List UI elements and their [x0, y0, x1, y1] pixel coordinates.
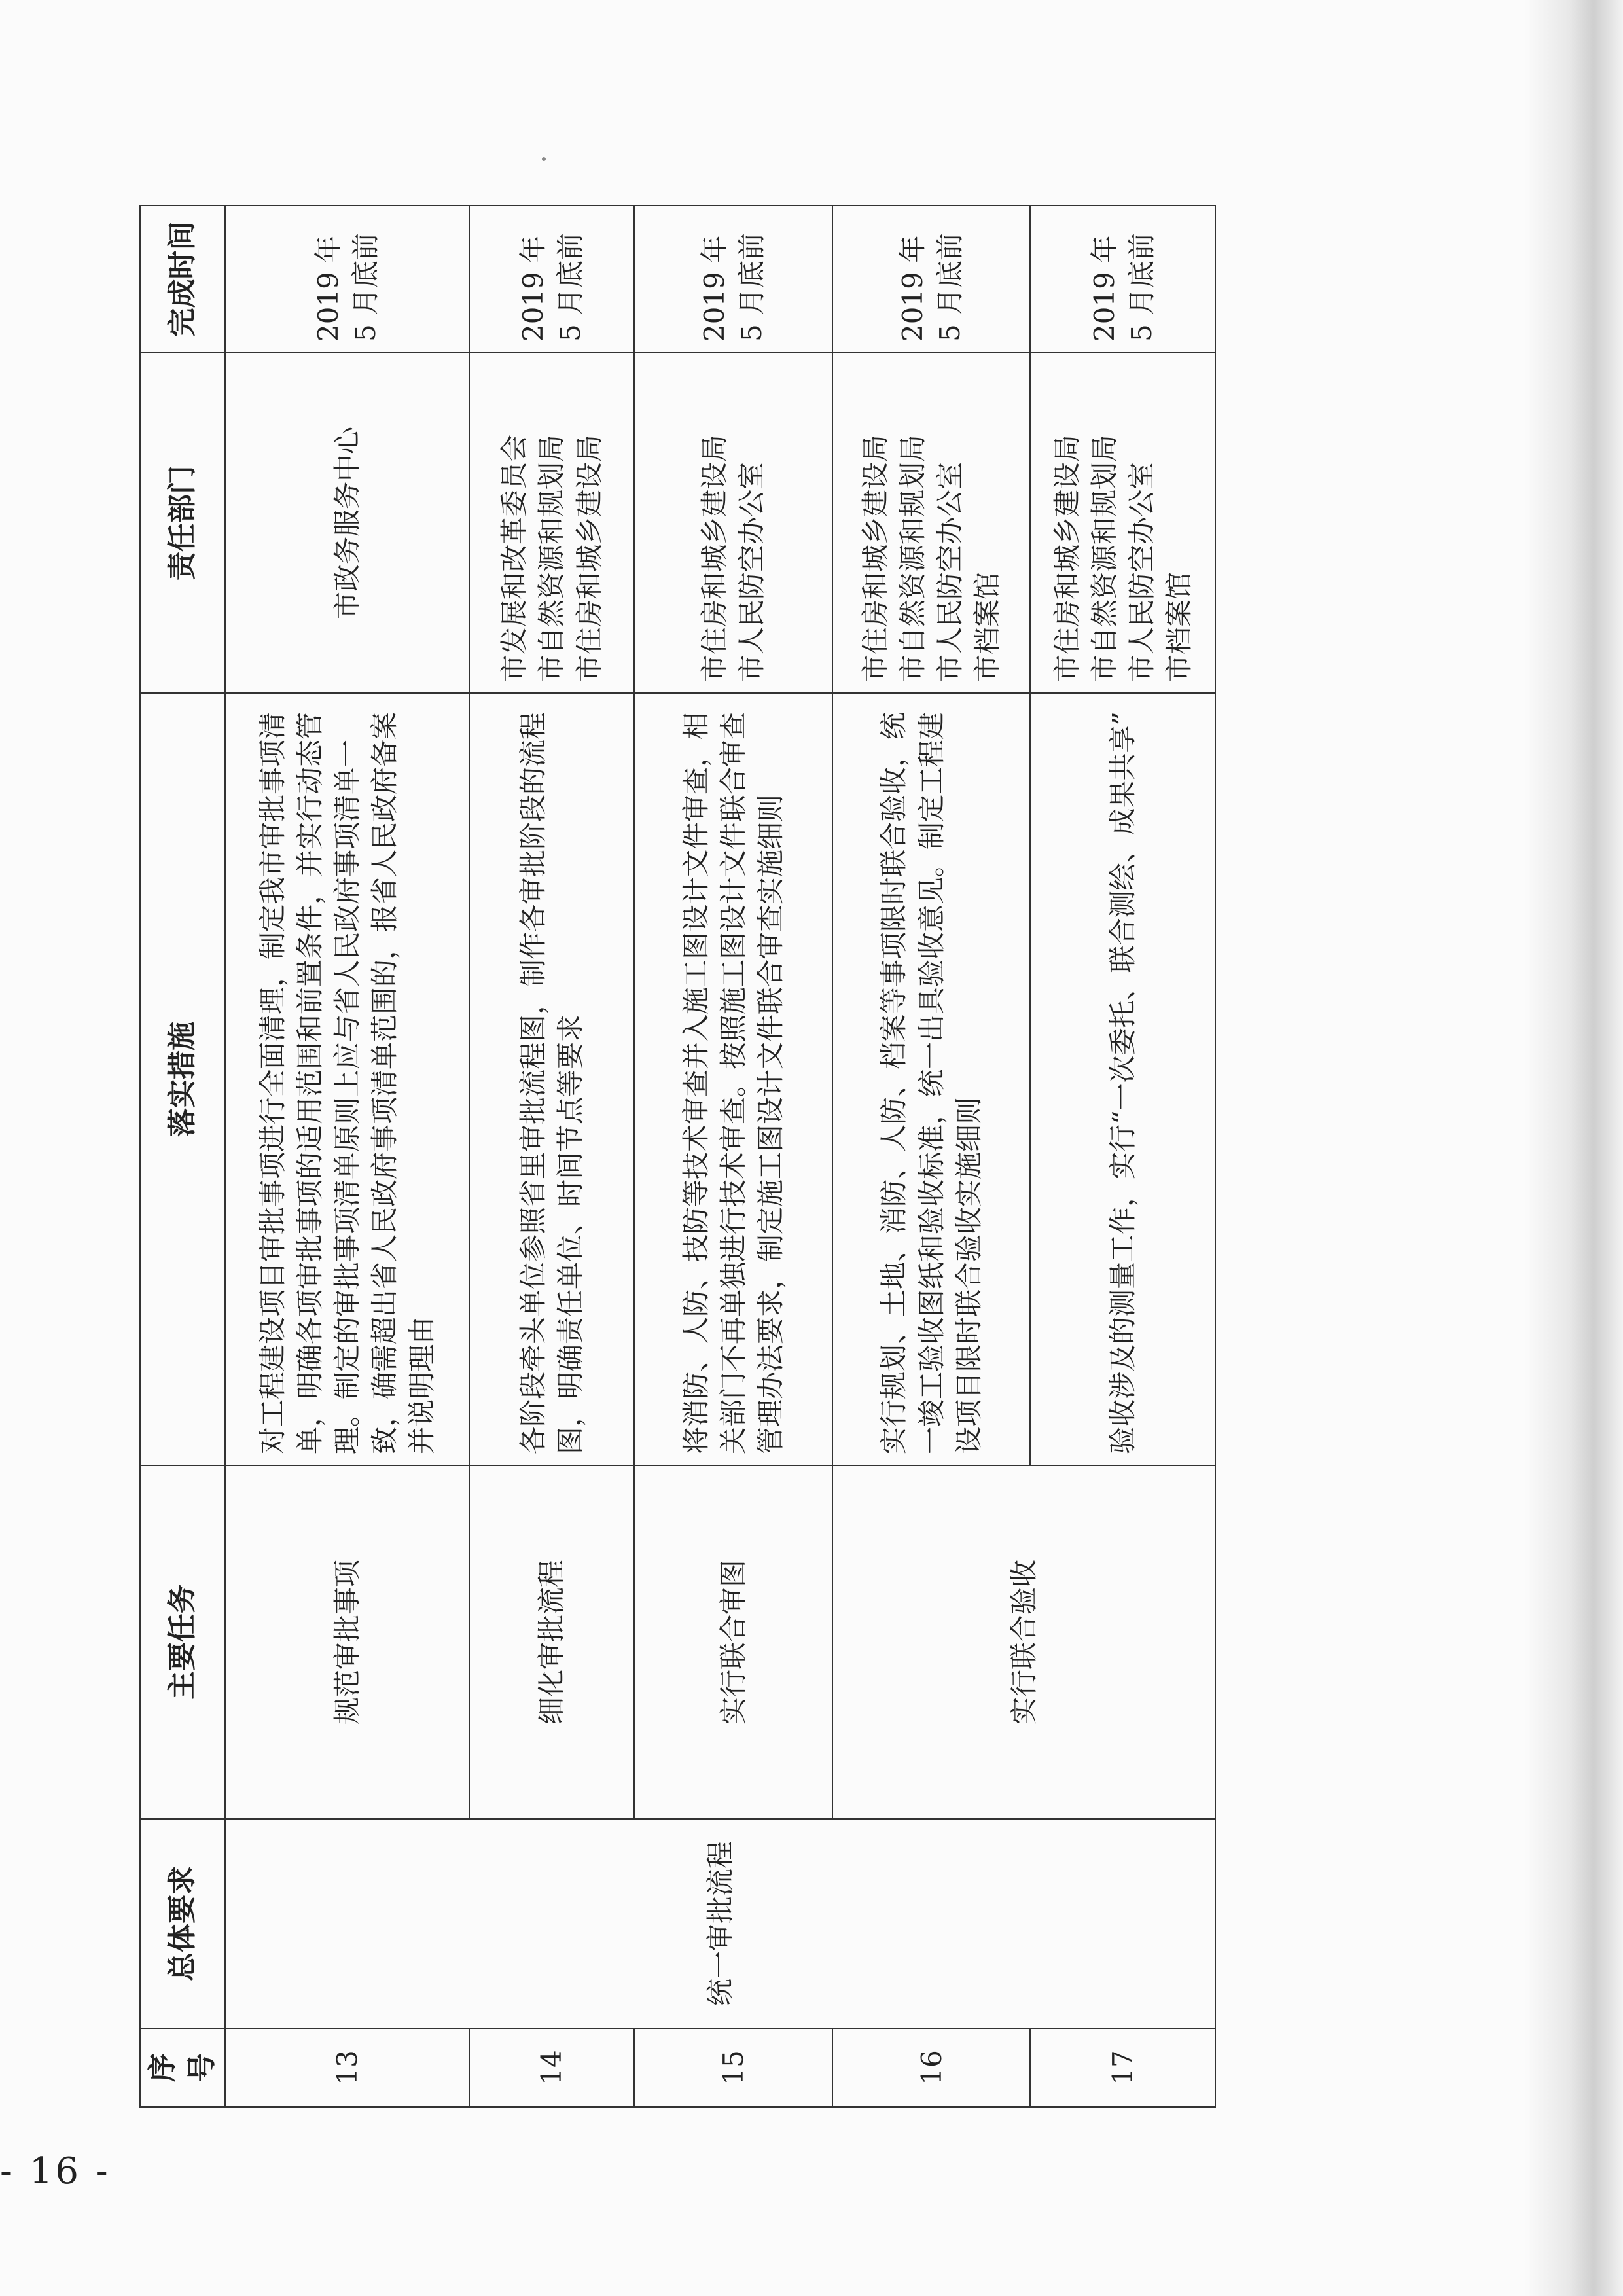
row-seq: 16 — [832, 2028, 1031, 2107]
row-measure: 验收涉及的测量工作，实行“一次委托、联合测绘、成果共享” — [1030, 693, 1215, 1465]
dept-line: 市档案馆 — [971, 571, 1004, 682]
dept-line: 市自然资源和规划局 — [535, 434, 568, 682]
row-dept — [832, 353, 1031, 693]
row-measure: 对工程建设项目审批事项进行全面清理，制定我市审批事项清单，明确各项审批事项的适用范围和前置条件，并实行动态管理。制定的审批事项清单原则上应与省人民政府事项清单一致，确需超出省人民政府事项清单范围的，报省人民政府备案并说明理由 — [225, 693, 469, 1465]
dept-line: 市人民防空办公室 — [736, 461, 768, 682]
group-overall-requirement: 统一审批流程 — [225, 1819, 1215, 2028]
row-dept — [634, 353, 832, 693]
row-dept — [469, 353, 634, 693]
dept-line: 市住房和城乡建设局 — [573, 434, 605, 682]
row-task: 实行联合验收 — [832, 1465, 1215, 1819]
rotated-table-container — [139, 206, 1216, 2108]
row-task: 规范审批事项 — [225, 1465, 469, 1819]
scan-speck — [542, 157, 546, 161]
dept-line: 市政务服务中心 — [330, 427, 363, 620]
dept-line: 市自然资源和规划局 — [897, 434, 929, 682]
row-seq: 17 — [1030, 2028, 1215, 2107]
page-number: - 16 - — [0, 2150, 111, 2193]
table-header-row — [140, 206, 225, 2107]
row-deadline: 2019 年 5 月底前 — [832, 206, 1031, 353]
dept-line: 市自然资源和规划局 — [1088, 434, 1120, 682]
header-seq: 序号 — [140, 2028, 225, 2107]
row-task: 实行联合审图 — [634, 1465, 832, 1819]
header-overall: 总体要求 — [140, 1819, 225, 2028]
row-seq: 13 — [225, 2028, 469, 2107]
row-measure: 将消防、人防、技防等技术审查并入施工图设计文件审查，相关部门不再单独进行技术审查。按照施工图设计文件联合审查管理办法要求，制定施工图设计文件联合审查实施细则 — [634, 693, 832, 1465]
header-task: 主要任务 — [140, 1465, 225, 1819]
row-deadline: 2019 年 5 月底前 — [634, 206, 832, 353]
row-seq: 14 — [469, 2028, 634, 2107]
row-deadline: 2019 年 5 月底前 — [469, 206, 634, 353]
dept-line: 市住房和城乡建设局 — [859, 434, 891, 682]
dept-line: 市住房和城乡建设局 — [698, 434, 731, 682]
row-seq: 15 — [634, 2028, 832, 2107]
row-deadline: 2019 年 5 月底前 — [1030, 206, 1215, 353]
row-deadline: 2019 年 5 月底前 — [225, 206, 469, 353]
task-table — [139, 205, 1216, 2108]
header-dept: 责任部门 — [140, 353, 225, 693]
row-dept — [1030, 353, 1215, 693]
row-dept — [225, 353, 469, 693]
dept-line: 市发展和改革委员会 — [498, 434, 531, 682]
row-measure: 实行规划、土地、消防、人防、档案等事项限时联合验收，统一竣工验收图纸和验收标准，统一出具验收意见。制定工程建设项目限时联合验收实施细则 — [832, 693, 1031, 1465]
table-row — [225, 206, 469, 2107]
dept-line: 市住房和城乡建设局 — [1050, 434, 1083, 682]
row-measure: 各阶段牵头单位参照省里审批流程图，制作各审批阶段的流程图，明确责任单位、时间节点等要求 — [469, 693, 634, 1465]
dept-line: 市档案馆 — [1162, 571, 1195, 682]
header-measure: 落实措施 — [140, 693, 225, 1465]
row-task: 细化审批流程 — [469, 1465, 634, 1819]
scan-edge-shadow — [1525, 0, 1623, 2296]
dept-line: 市人民防空办公室 — [1125, 461, 1158, 682]
header-deadline: 完成时间 — [140, 206, 225, 353]
dept-line: 市人民防空办公室 — [934, 461, 967, 682]
